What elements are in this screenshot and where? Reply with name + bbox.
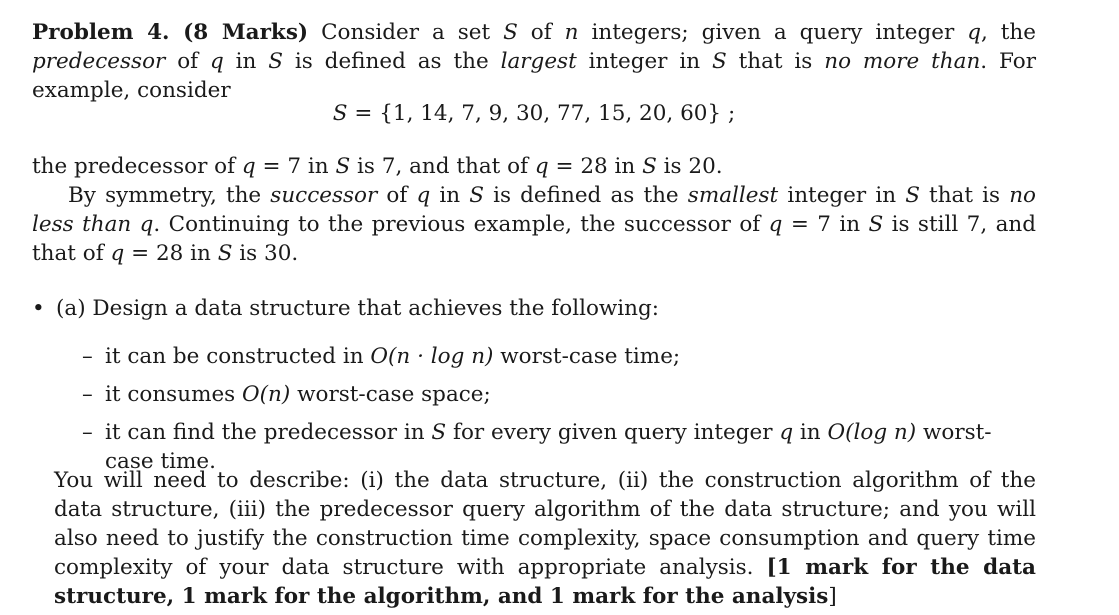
problem-heading: Problem 4. (8 Marks) (32, 20, 309, 45)
math-q: q (416, 183, 431, 208)
intro-text: , the (980, 20, 1036, 45)
complexity-n-log-n: O(n · log n) (370, 344, 494, 369)
dash-icon: – (82, 344, 93, 369)
complexity-n: O(n) (242, 382, 291, 407)
intro-text: . For example, consider (32, 49, 1036, 103)
requirement-text: it can be constructed in (105, 344, 371, 369)
intro-text: of (165, 49, 199, 74)
requirement-text: it consumes (105, 382, 243, 407)
math-S: S (268, 49, 283, 74)
math-S: S (711, 49, 727, 74)
math-S: S (905, 183, 920, 208)
math-q: q (210, 49, 224, 74)
intro-text: that is (726, 49, 825, 74)
requirement-text: worst-case time. (105, 420, 992, 474)
symmetry-text: By symmetry, the (68, 183, 271, 208)
requirement-text: it can find the predecessor in (105, 420, 432, 445)
smallest-term: smallest (687, 183, 779, 208)
intro-text: is defined as the (283, 49, 501, 74)
requirement-text: in (793, 420, 828, 445)
math-q: q (110, 241, 125, 266)
intro-text: of (517, 20, 565, 45)
example-text: = 7 in (255, 154, 336, 179)
math-S: S (868, 212, 884, 237)
requirement-text: worst-case time; (493, 344, 681, 369)
math-q: q (139, 212, 154, 237)
set-values: = {1, 14, 7, 9, 30, 77, 15, 20, 60} ; (347, 101, 736, 126)
instructions-text: You will need to describe: (i) the data structure, (ii) the construction algorithm of the data structure, (iii) the predecessor query algorithm of the data structure; and you will also need to justify the construction time complexity, space consumption and query time complexity of your data structure with appropriate analysis. (54, 468, 1036, 580)
symmetry-text: . Continuing to the previous example, the successor of (153, 212, 769, 237)
symmetry-text: = 7 in (782, 212, 869, 237)
part-a-label: (a) Design a data structure that achieves the following: (56, 296, 660, 321)
symmetry-text: is defined as the (483, 183, 688, 208)
dash-icon: – (82, 382, 93, 407)
math-S: S (503, 20, 518, 45)
math-S: S (469, 183, 484, 208)
largest-term: largest (500, 49, 577, 74)
math-q: q (534, 154, 549, 179)
complexity-log-n: O(log n) (827, 420, 917, 445)
example-text: = 28 in (548, 154, 643, 179)
successor-definition (32, 181, 1036, 268)
problem-intro (32, 18, 1036, 105)
symmetry-text: in (430, 183, 470, 208)
math-S: S (642, 154, 657, 179)
no-more-than-term: no more than (824, 49, 981, 74)
dash-icon: – (82, 420, 93, 445)
symmetry-text: = 28 in (124, 241, 211, 266)
example-text: the predecessor of (32, 154, 242, 179)
symmetry-text: is still 7, and that of (32, 212, 1036, 266)
symmetry-text: that is (919, 183, 1010, 208)
math-S: S (332, 101, 348, 126)
math-q: q (967, 20, 981, 45)
predecessor-example (32, 152, 1036, 181)
marks-allocation: [1 mark for the data structure, 1 mark for the algorithm, and 1 mark for the analysis (54, 555, 1036, 609)
math-n: n (564, 20, 579, 45)
math-q: q (779, 420, 794, 445)
part-a-instructions (32, 466, 1036, 611)
math-S: S (335, 154, 351, 179)
intro-text: integers; given a query integer (578, 20, 968, 45)
math-q: q (241, 154, 256, 179)
part-a-item (32, 294, 1036, 323)
math-q: q (768, 212, 783, 237)
requirement-construction-time (32, 342, 1036, 371)
requirement-text: worst-case space; (290, 382, 491, 407)
bullet-icon: • (32, 296, 45, 321)
no-less-than-term: no less than (32, 183, 1036, 237)
symmetry-text: integer in (778, 183, 906, 208)
set-definition-equation (32, 99, 1036, 128)
math-S: S (217, 241, 233, 266)
intro-text: Consider a set (321, 20, 504, 45)
example-text: is 20. (656, 154, 723, 179)
symmetry-text: of (377, 183, 417, 208)
intro-text: integer in (576, 49, 712, 74)
successor-term: successor (270, 183, 378, 208)
intro-text: in (223, 49, 269, 74)
symmetry-text: is 30. (232, 241, 299, 266)
math-S: S (431, 420, 447, 445)
predecessor-term: predecessor (32, 49, 166, 74)
example-text: is 7, and that of (350, 154, 535, 179)
requirement-space (32, 380, 1036, 409)
requirement-text: for every given query integer (446, 420, 780, 445)
marks-bracket: ] (828, 584, 837, 609)
